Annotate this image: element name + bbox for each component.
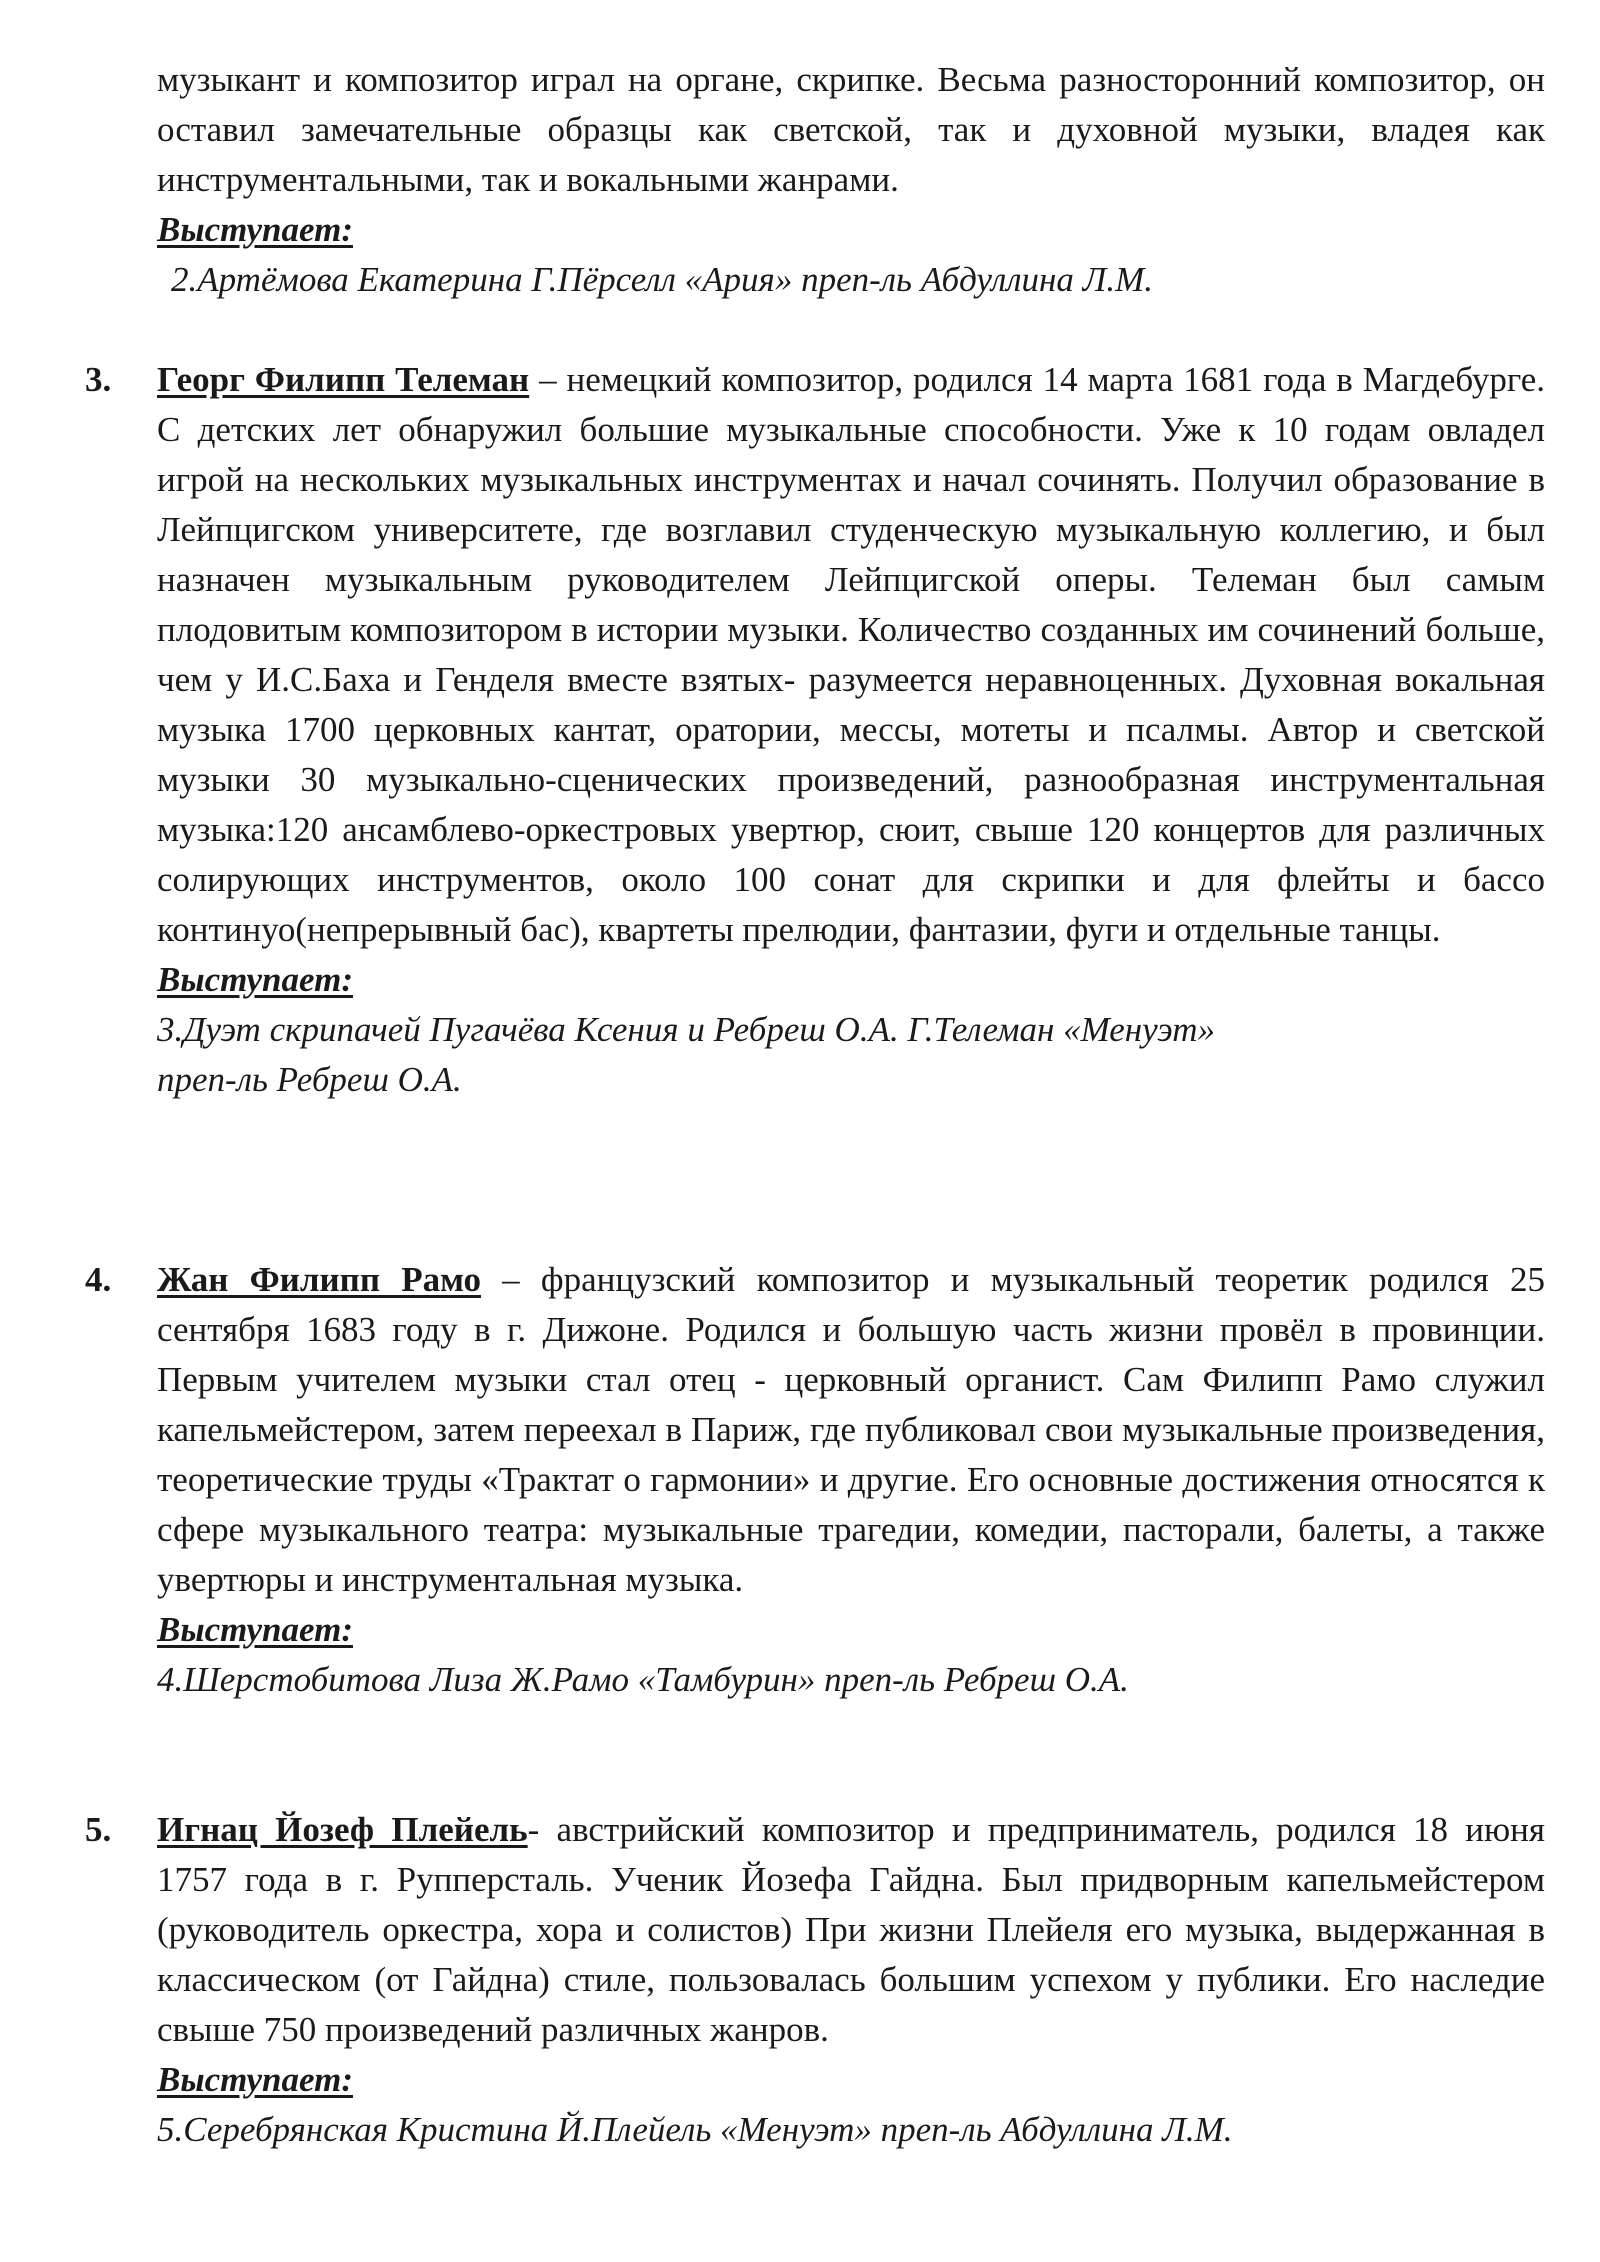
performer-line xyxy=(157,1005,1237,1105)
performer-heading-line xyxy=(157,2055,1545,2105)
section-text: – немецкий композитор, родился 14 марта 1681 года в Магдебурге. С детских лет обнаружил большие музыкальные способности. Уже к 10 годам овладел игрой на нескольких музыкальных инструментах и начал сочинять. Получил образование в Лейпцигском университете, где возглавил студенческую музыкальную коллегию, и был назначен музыкальным руководителем Лейпцигской оперы. Телеман был самым плодовитым композитором в истории музыки. Количество созданных им сочинений больше, чем у И.С.Баха и Генделя вместе взятых- разумеется неравноценных. Духовная вокальная музыка 1700 церковных кантат, оратории, мессы, мотеты и псалмы. Автор и светской музыки 30 музыкально-сценических произведений, разнообразная инструментальная музыка:120 ансамблево-оркестровых увертюр, сюит, свыше 120 концертов для различных солирующих инструментов, около 100 сонат для скрипки и для флейты и бассо континуо(непрерывный бас), квартеты прелюдии, фантазии, фуги и отдельные танцы. xyxy=(157,360,1545,949)
section-rameau xyxy=(85,1255,1545,1705)
composer-name: Жан Филипп Рамо xyxy=(157,1260,481,1299)
composer-name: Игнац Йозеф Плейель xyxy=(157,1810,528,1849)
section-text: – французский композитор и музыкальный теоретик родился 25 сентября 1683 году в г. Дижоне. Родился и большую часть жизни провёл в провинции. Первым учителем музыки стал отец - церковный органист. Сам Филипп Рамо служил капельмейстером, затем переехал в Париж, где публиковал свои музыкальные произведения, теоретические труды «Трактат о гармонии» и другие. Его основные достижения относятся к сфере музыкального театра: музыкальные трагедии, комедии, пасторали, балеты, а также увертюры и инструментальная музыка. xyxy=(157,1260,1546,1599)
intro-performer-line xyxy=(157,255,1559,305)
performer-heading: Выступает: xyxy=(157,2060,353,2099)
section-telemann xyxy=(85,355,1545,1105)
performer-entry: 5.Серебрянская Кристина Й.Плейель «Менуэт» преп-ль Абдуллина Л.М. xyxy=(157,2110,1233,2149)
intro-performer-heading-line xyxy=(157,205,1545,255)
performer-heading-line xyxy=(157,1605,1545,1655)
performer-line xyxy=(157,2105,1545,2155)
performer-entry: 4.Шерстобитова Лиза Ж.Рамо «Тамбурин» преп-ль Ребреш О.А. xyxy=(157,1660,1129,1699)
section-paragraph xyxy=(157,1255,1545,1605)
performer-line xyxy=(157,1655,1545,1705)
performer-heading-line xyxy=(157,955,1545,1005)
performer-heading: Выступает: xyxy=(157,960,353,999)
intro-paragraph xyxy=(157,55,1545,205)
section-number: 3. xyxy=(85,360,112,399)
section-paragraph xyxy=(157,355,1545,955)
performer-heading: Выступает: xyxy=(157,210,353,249)
section-paragraph xyxy=(157,1805,1545,2055)
section-text: - австрийский композитор и предприниматель, родился 18 июня 1757 года в г. Рупперсталь. Ученик Йозефа Гайдна. Был придворным капельмейстером (руководитель оркестра, хора и солистов) При жизни Плейеля его музыка, выдержанная в классическом (от Гайдна) стиле, пользовалась большим успехом у публики. Его наследие свыше 750 произведений различных жанров. xyxy=(157,1810,1545,2049)
performer-heading: Выступает: xyxy=(157,1610,353,1649)
performer-entry: 2.Артёмова Екатерина Г.Пёрселл «Ария» преп-ль Абдуллина Л.М. xyxy=(171,260,1153,299)
section-number: 5. xyxy=(85,1810,112,1849)
section-pleyel xyxy=(85,1805,1545,2155)
section-number: 4. xyxy=(85,1260,112,1299)
performer-entry: 3.Дуэт скрипачей Пугачёва Ксения и Ребреш О.А. Г.Телеман «Менуэт» преп-ль Ребреш О.А. xyxy=(157,1010,1215,1099)
composer-name: Георг Филипп Телеман xyxy=(157,360,530,399)
intro-text: музыкант и композитор играл на органе, скрипке. Весьма разносторонний композитор, он оставил замечательные образцы как светской, так и духовной музыки, владея как инструментальными, так и вокальными жанрами. xyxy=(157,60,1545,199)
